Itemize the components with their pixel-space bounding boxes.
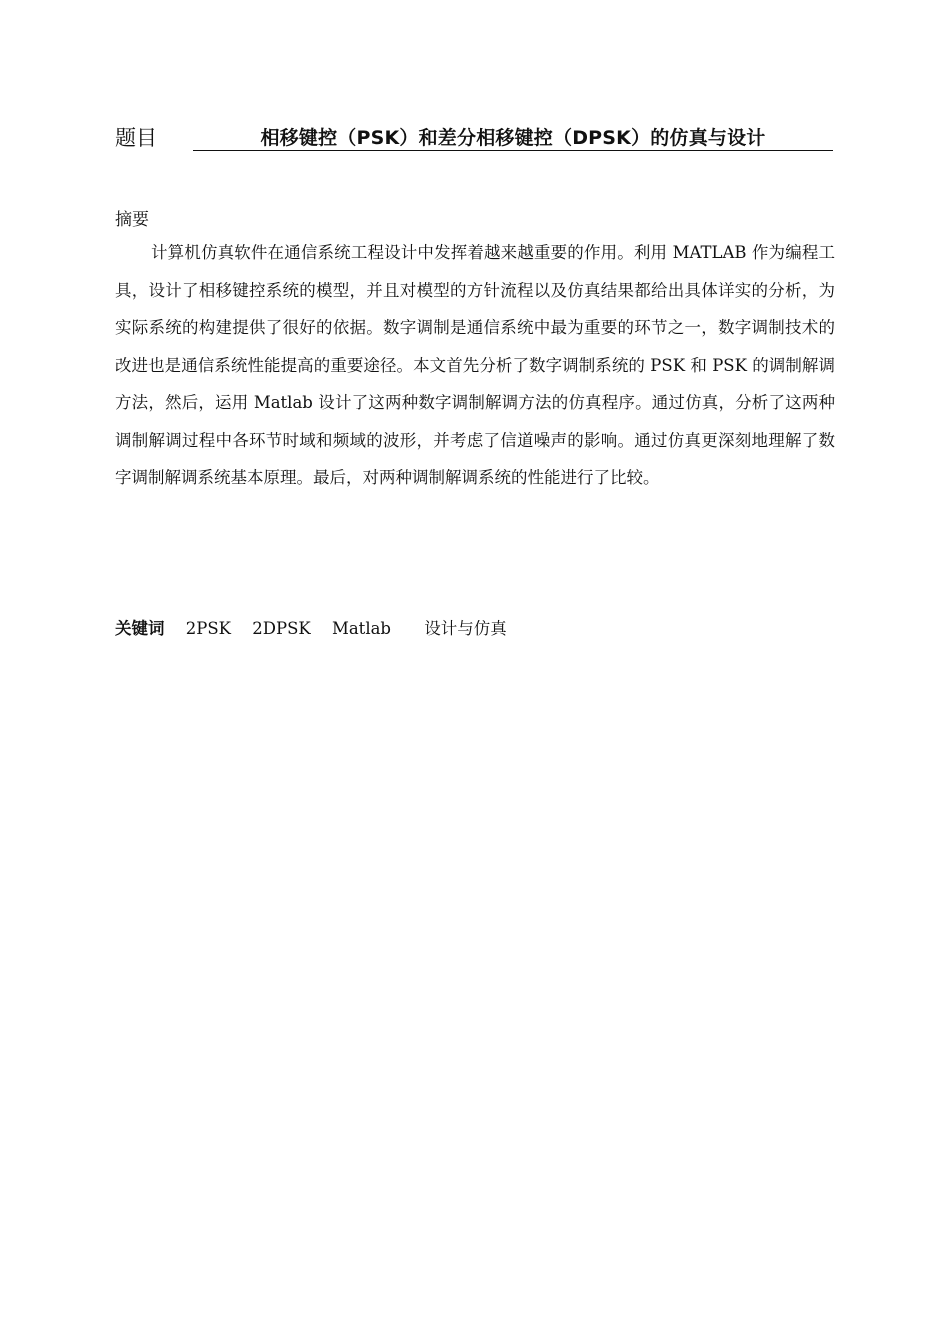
title-underline [193, 124, 833, 151]
abstract-body: 计算机仿真软件在通信系统工程设计中发挥着越来越重要的作用。利用 MATLAB 作为编程工具，设计了相移键控系统的模型，并且对模型的方针流程以及仿真结果都给出具体详实的分析，为实际系统的构建提供了很好的依据。数字调制是通信系统中最为重要的环节之一，数字调制技术的改进也是通信系统性能提高的重要途径。本文首先分析了数字调制系统的 PSK 和 PSK 的调制解调方法，然后，运用 Matlab 设计了这两种数字调制解调方法的仿真程序。通过仿真，分析了这两种调制解调过程中各环节时域和频域的波形，并考虑了信道噪声的影响。通过仿真更深刻地理解了数字调制解调系统基本原理。最后，对两种调制解调系统的性能进行了比较。 [115, 243, 835, 487]
keyword: Matlab [331, 619, 391, 638]
document-title: 相移键控（PSK）和差分相移键控（DPSK）的仿真与设计 [260, 127, 766, 149]
abstract-heading: 摘要 [115, 210, 149, 230]
title-row [115, 124, 835, 154]
keyword: 设计与仿真 [424, 619, 507, 638]
keywords-label: 关键词 [115, 619, 165, 638]
keyword: 2DPSK [252, 619, 311, 638]
title-label: 题目 [115, 126, 157, 150]
keywords-row [115, 616, 523, 642]
keyword: 2PSK [185, 619, 231, 638]
